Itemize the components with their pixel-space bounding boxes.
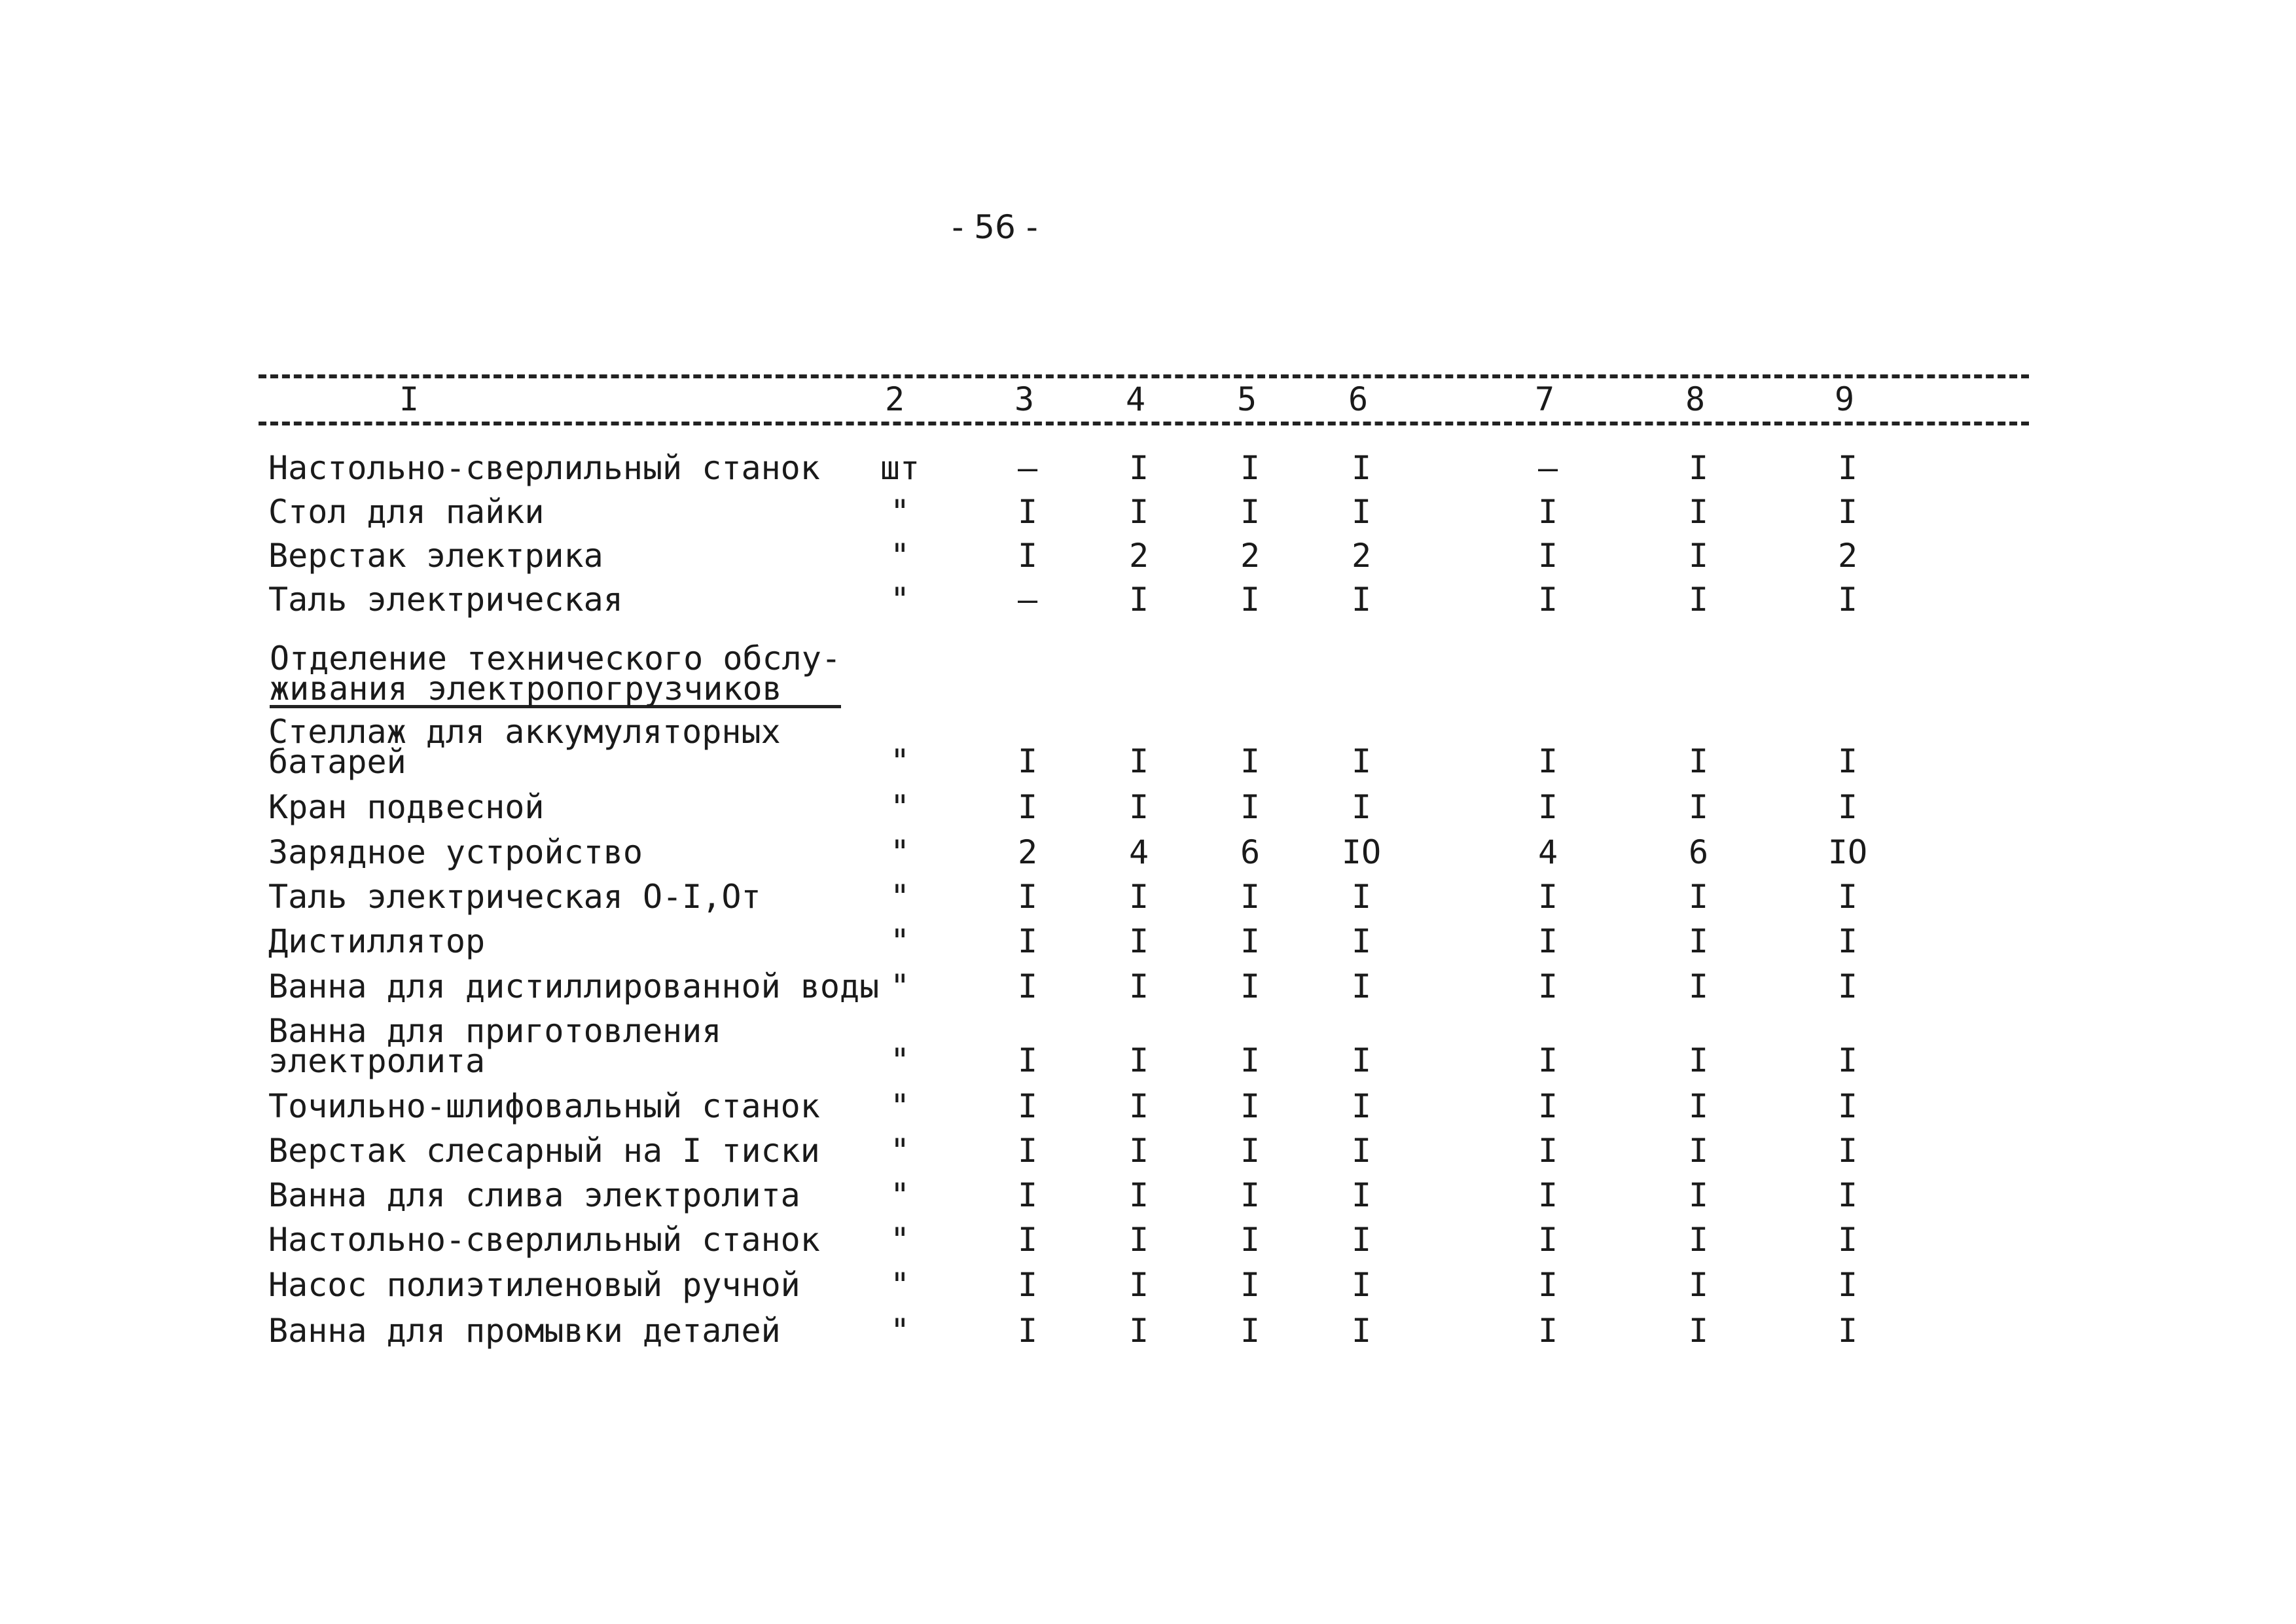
column-header-3: 3 xyxy=(1014,380,1035,418)
row-value-col-8: I xyxy=(1688,1312,1709,1350)
row-name: Дистиллятор xyxy=(268,922,486,960)
row-value-col-9: I xyxy=(1837,1312,1858,1350)
row-value-col-5: I xyxy=(1240,788,1261,826)
column-header-9: 9 xyxy=(1834,380,1855,418)
row-value-col-4: I xyxy=(1128,742,1149,780)
row-value-col-5: I xyxy=(1240,1087,1261,1125)
row-value-col-8: I xyxy=(1688,537,1709,575)
row-value-col-8: I xyxy=(1688,1041,1709,1079)
row-unit: " xyxy=(889,878,910,916)
row-value-col-4: I xyxy=(1128,1087,1149,1125)
row-value-col-3: I xyxy=(1017,1041,1038,1079)
table-header-row xyxy=(0,380,2296,419)
row-unit: " xyxy=(889,967,910,1005)
row-value-col-6: I xyxy=(1351,922,1372,960)
row-value-col-9: I xyxy=(1837,1132,1858,1170)
row-value-col-9: I xyxy=(1837,1176,1858,1214)
row-value-col-3: I xyxy=(1017,1132,1038,1170)
row-value-col-7: I xyxy=(1537,1266,1558,1304)
row-value-col-4: I xyxy=(1128,581,1149,619)
row-value-col-3: – xyxy=(1017,449,1038,487)
row-value-col-3: I xyxy=(1017,493,1038,531)
row-value-col-7: I xyxy=(1537,1132,1558,1170)
row-value-col-6: I xyxy=(1351,1041,1372,1079)
row-value-col-8: I xyxy=(1688,922,1709,960)
row-value-col-6: I xyxy=(1351,449,1372,487)
row-unit: " xyxy=(889,1132,910,1170)
row-value-col-5: I xyxy=(1240,967,1261,1005)
row-value-col-8: 6 xyxy=(1688,833,1709,871)
row-name: Таль электрическая xyxy=(268,581,623,619)
column-header-6: 6 xyxy=(1348,380,1369,418)
row-value-col-8: I xyxy=(1688,967,1709,1005)
row-value-col-8: I xyxy=(1688,449,1709,487)
row-unit: " xyxy=(889,1087,910,1125)
row-value-col-4: I xyxy=(1128,1176,1149,1214)
row-name: Верстак слесарный на I тиски xyxy=(268,1132,820,1170)
row-name: Ванна для слива электролита xyxy=(268,1176,800,1214)
row-name: Стеллаж для аккумуляторных батарей xyxy=(268,713,781,781)
row-value-col-7: I xyxy=(1537,1087,1558,1125)
row-unit: " xyxy=(889,922,910,960)
row-value-col-6: I xyxy=(1351,878,1372,916)
row-value-col-5: I xyxy=(1240,922,1261,960)
row-value-col-3: I xyxy=(1017,788,1038,826)
row-value-col-3: I xyxy=(1017,1221,1038,1259)
row-value-col-5: 2 xyxy=(1240,537,1261,575)
column-header-8: 8 xyxy=(1685,380,1706,418)
row-value-col-4: I xyxy=(1128,493,1149,531)
row-value-col-9: IO xyxy=(1827,833,1868,871)
row-value-col-6: I xyxy=(1351,742,1372,780)
row-value-col-6: I xyxy=(1351,1176,1372,1214)
row-value-col-7: I xyxy=(1537,878,1558,916)
row-value-col-5: I xyxy=(1240,742,1261,780)
row-value-col-8: I xyxy=(1688,1176,1709,1214)
row-value-col-6: I xyxy=(1351,1087,1372,1125)
row-unit: " xyxy=(889,1312,910,1350)
row-name: Ванна для дистиллированной воды xyxy=(268,967,880,1005)
row-value-col-9: I xyxy=(1837,1087,1858,1125)
row-value-col-3: I xyxy=(1017,878,1038,916)
row-value-col-7: I xyxy=(1537,537,1558,575)
row-value-col-6: 2 xyxy=(1351,537,1372,575)
row-value-col-9: I xyxy=(1837,742,1858,780)
row-value-col-7: I xyxy=(1537,742,1558,780)
row-value-col-6: I xyxy=(1351,493,1372,531)
row-value-col-7: I xyxy=(1537,1041,1558,1079)
row-unit: " xyxy=(889,788,910,826)
row-unit: " xyxy=(889,493,910,531)
row-value-col-8: I xyxy=(1688,1087,1709,1125)
row-value-col-6: I xyxy=(1351,1132,1372,1170)
row-value-col-4: I xyxy=(1128,1132,1149,1170)
row-value-col-9: I xyxy=(1837,1266,1858,1304)
row-value-col-5: I xyxy=(1240,1132,1261,1170)
row-value-col-7: – xyxy=(1537,449,1558,487)
row-value-col-4: 4 xyxy=(1128,833,1149,871)
row-value-col-5: I xyxy=(1240,493,1261,531)
row-value-col-7: 4 xyxy=(1537,833,1558,871)
row-name: Стол для пайки xyxy=(268,493,545,531)
row-unit: " xyxy=(889,1266,910,1304)
table-top-rule xyxy=(259,374,2029,378)
row-value-col-3: I xyxy=(1017,922,1038,960)
row-value-col-7: I xyxy=(1537,922,1558,960)
row-name: Ванна для промывки деталей xyxy=(268,1312,781,1350)
row-value-col-6: I xyxy=(1351,1221,1372,1259)
row-value-col-9: I xyxy=(1837,788,1858,826)
table-header-rule xyxy=(259,422,2029,425)
column-header-5: 5 xyxy=(1236,380,1257,418)
row-value-col-9: 2 xyxy=(1837,537,1858,575)
row-value-col-6: I xyxy=(1351,1266,1372,1304)
row-value-col-3: I xyxy=(1017,537,1038,575)
row-name: Настольно-сверлильный станок xyxy=(268,1221,820,1259)
row-value-col-7: I xyxy=(1537,967,1558,1005)
row-value-col-8: I xyxy=(1688,1266,1709,1304)
row-value-col-8: I xyxy=(1688,581,1709,619)
row-value-col-5: I xyxy=(1240,1312,1261,1350)
row-value-col-5: 6 xyxy=(1240,833,1261,871)
row-unit: " xyxy=(889,537,910,575)
row-value-col-7: I xyxy=(1537,1176,1558,1214)
row-unit: " xyxy=(889,1221,910,1259)
column-header-1: I xyxy=(399,380,420,418)
row-value-col-9: I xyxy=(1837,581,1858,619)
row-value-col-8: I xyxy=(1688,493,1709,531)
row-value-col-9: I xyxy=(1837,878,1858,916)
column-header-7: 7 xyxy=(1534,380,1555,418)
row-value-col-4: I xyxy=(1128,449,1149,487)
row-value-col-8: I xyxy=(1688,742,1709,780)
row-name: Кран подвесной xyxy=(268,788,545,826)
row-value-col-4: I xyxy=(1128,1041,1149,1079)
row-value-col-6: I xyxy=(1351,788,1372,826)
row-name: Зарядное устройство xyxy=(268,833,643,871)
row-unit: " xyxy=(889,833,910,871)
row-value-col-8: I xyxy=(1688,788,1709,826)
row-value-col-5: I xyxy=(1240,1041,1261,1079)
row-value-col-4: I xyxy=(1128,922,1149,960)
row-value-col-3: I xyxy=(1017,1176,1038,1214)
row-value-col-3: I xyxy=(1017,1266,1038,1304)
row-name: Ванна для приготовления электролита xyxy=(268,1012,722,1080)
row-value-col-4: I xyxy=(1128,788,1149,826)
row-name: Насос полиэтиленовый ручной xyxy=(268,1266,800,1304)
row-value-col-5: I xyxy=(1240,878,1261,916)
row-value-col-7: I xyxy=(1537,788,1558,826)
row-value-col-6: IO xyxy=(1341,833,1382,871)
row-value-col-8: I xyxy=(1688,1221,1709,1259)
row-unit: " xyxy=(889,742,910,780)
row-value-col-4: I xyxy=(1128,967,1149,1005)
row-value-col-6: I xyxy=(1351,581,1372,619)
column-header-4: 4 xyxy=(1125,380,1146,418)
row-name: Таль электрическая О-I,От xyxy=(268,878,761,916)
row-name: Верстак электрика xyxy=(268,537,603,575)
row-value-col-7: I xyxy=(1537,1312,1558,1350)
row-value-col-8: I xyxy=(1688,878,1709,916)
section-title: Отделение технического обслу- живания электропогрузчиков xyxy=(270,640,841,708)
row-value-col-5: I xyxy=(1240,1176,1261,1214)
row-name: Точильно-шлифовальный станок xyxy=(268,1087,820,1125)
row-value-col-3: I xyxy=(1017,967,1038,1005)
row-unit: " xyxy=(889,1176,910,1214)
row-value-col-5: I xyxy=(1240,1266,1261,1304)
row-value-col-3: I xyxy=(1017,1087,1038,1125)
row-value-col-4: I xyxy=(1128,1312,1149,1350)
row-unit: " xyxy=(889,581,910,619)
row-value-col-9: I xyxy=(1837,493,1858,531)
row-value-col-8: I xyxy=(1688,1132,1709,1170)
row-value-col-4: I xyxy=(1128,1266,1149,1304)
row-value-col-7: I xyxy=(1537,493,1558,531)
column-header-2: 2 xyxy=(884,380,905,418)
row-value-col-9: I xyxy=(1837,922,1858,960)
row-value-col-5: I xyxy=(1240,581,1261,619)
row-unit: " xyxy=(889,1041,910,1079)
row-value-col-4: I xyxy=(1128,1221,1149,1259)
row-unit: шт xyxy=(880,449,920,487)
row-value-col-3: – xyxy=(1017,581,1038,619)
row-value-col-5: I xyxy=(1240,449,1261,487)
row-value-col-3: I xyxy=(1017,742,1038,780)
row-value-col-7: I xyxy=(1537,581,1558,619)
row-value-col-6: I xyxy=(1351,967,1372,1005)
page-number: - 56 - xyxy=(952,208,1038,246)
row-value-col-7: I xyxy=(1537,1221,1558,1259)
row-value-col-3: 2 xyxy=(1017,833,1038,871)
row-value-col-6: I xyxy=(1351,1312,1372,1350)
row-value-col-9: I xyxy=(1837,449,1858,487)
row-value-col-5: I xyxy=(1240,1221,1261,1259)
row-value-col-9: I xyxy=(1837,1041,1858,1079)
row-value-col-9: I xyxy=(1837,967,1858,1005)
row-value-col-4: 2 xyxy=(1128,537,1149,575)
row-name: Настольно-сверлильный станок xyxy=(268,449,820,487)
row-value-col-9: I xyxy=(1837,1221,1858,1259)
row-value-col-3: I xyxy=(1017,1312,1038,1350)
row-value-col-4: I xyxy=(1128,878,1149,916)
